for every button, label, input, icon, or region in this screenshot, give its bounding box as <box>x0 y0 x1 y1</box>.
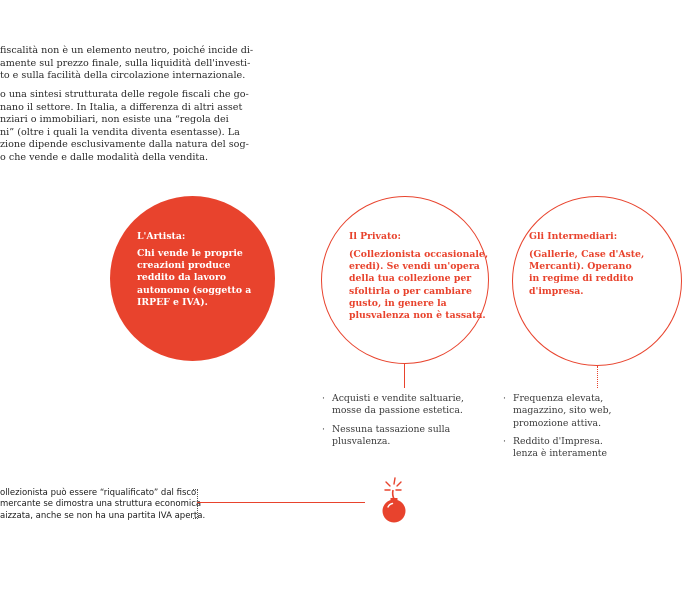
text-line: aizzata, anche se non ha una partita IVA aperta. <box>0 510 206 521</box>
text-line: nziari o immobiliari, non esiste una “regola dei <box>0 114 229 126</box>
private-circle <box>321 196 489 364</box>
private-connector-line <box>404 364 405 388</box>
bullet-marker: · <box>322 423 325 435</box>
text-line: Frequenza elevata, <box>513 393 604 404</box>
bullet-marker: · <box>503 435 506 447</box>
text-line: della tua collezione per <box>349 273 472 285</box>
text-line: (Collezionista occasionale, <box>349 249 489 260</box>
list-item <box>322 393 464 418</box>
artist-circle <box>110 196 275 361</box>
text-line: Mercanti). Operano <box>529 261 632 273</box>
text-line: reddito da lavoro <box>137 272 227 284</box>
intermediaries-circle <box>512 196 682 366</box>
text-line: sfoltirla o per cambiare <box>349 285 472 297</box>
list-item <box>503 393 612 430</box>
private-title: Il Privato: <box>349 231 401 242</box>
text-line: ni” (oltre i quali la vendita diventa esentasse). La <box>0 126 240 138</box>
text-line: Reddito d'Impresa. <box>513 435 603 447</box>
text-line: to e sulla facilità della circolazione internazionale. <box>0 70 246 82</box>
text-line: magazzino, sito web, <box>513 405 612 417</box>
text-line: mercante se dimostra una struttura economica <box>0 499 202 510</box>
intermediaries-connector-line <box>597 366 598 388</box>
note-connector-line <box>197 502 365 503</box>
text-line: plusvalenza non è tassata. <box>349 309 486 321</box>
text-line: fiscalità non è un elemento neutro, poiché incide di- <box>0 45 254 56</box>
text-line: nano il settore. In Italia, a differenza di altri asset <box>0 101 243 113</box>
list-item <box>322 424 464 449</box>
text-line: creazioni produce <box>137 260 231 272</box>
text-line: d'impresa. <box>529 285 584 297</box>
text-line: o che vende e dalle modalità della vendita. <box>0 151 209 163</box>
intro-paragraph-1 <box>0 45 254 83</box>
bullet-marker: · <box>322 393 325 404</box>
text-line: promozione attiva. <box>513 417 602 429</box>
list-item <box>503 436 612 461</box>
text-line: gusto, in genere la <box>349 297 447 309</box>
bullet-marker: · <box>503 393 506 404</box>
text-line: o una sintesi strutturata delle regole fiscali che go- <box>0 89 249 100</box>
text-line: mosse da passione estetica. <box>332 405 463 417</box>
text-line: Chi vende le proprie <box>137 248 243 259</box>
text-line: IRPEF e IVA). <box>137 296 208 308</box>
text-line: ollezionista può essere “riqualificato” dal fisco <box>0 488 197 498</box>
text-line: in regime di reddito <box>529 273 634 285</box>
text-line: Nessuna tassazione sulla <box>332 423 451 435</box>
text-line: Acquisti e vendite saltuarie, <box>332 393 465 404</box>
warning-note <box>0 488 206 522</box>
text-line: autonomo (soggetto a <box>137 284 252 296</box>
artist-description <box>137 248 251 309</box>
text-line: amente sul prezzo finale, sulla liquidità dell'investi- <box>0 57 251 69</box>
text-line: zione dipende esclusivamente dalla natura del sog- <box>0 139 249 151</box>
text-line: (Gallerie, Case d'Aste, <box>529 249 645 260</box>
private-bullet-list <box>322 393 464 454</box>
text-line: plusvalenza. <box>332 435 391 447</box>
note-bracket <box>193 489 198 519</box>
text-line: lenza è interamente <box>513 448 608 460</box>
private-description <box>349 249 488 322</box>
artist-title: L'Artista: <box>137 231 186 242</box>
intermediaries-description <box>529 249 644 298</box>
intermediaries-bullet-list <box>503 393 612 466</box>
intro-paragraph-2 <box>0 89 249 165</box>
intermediaries-title: Gli Intermediari: <box>529 231 618 242</box>
text-line: eredi). Se vendi un'opera <box>349 261 480 273</box>
bomb-icon <box>371 476 411 524</box>
